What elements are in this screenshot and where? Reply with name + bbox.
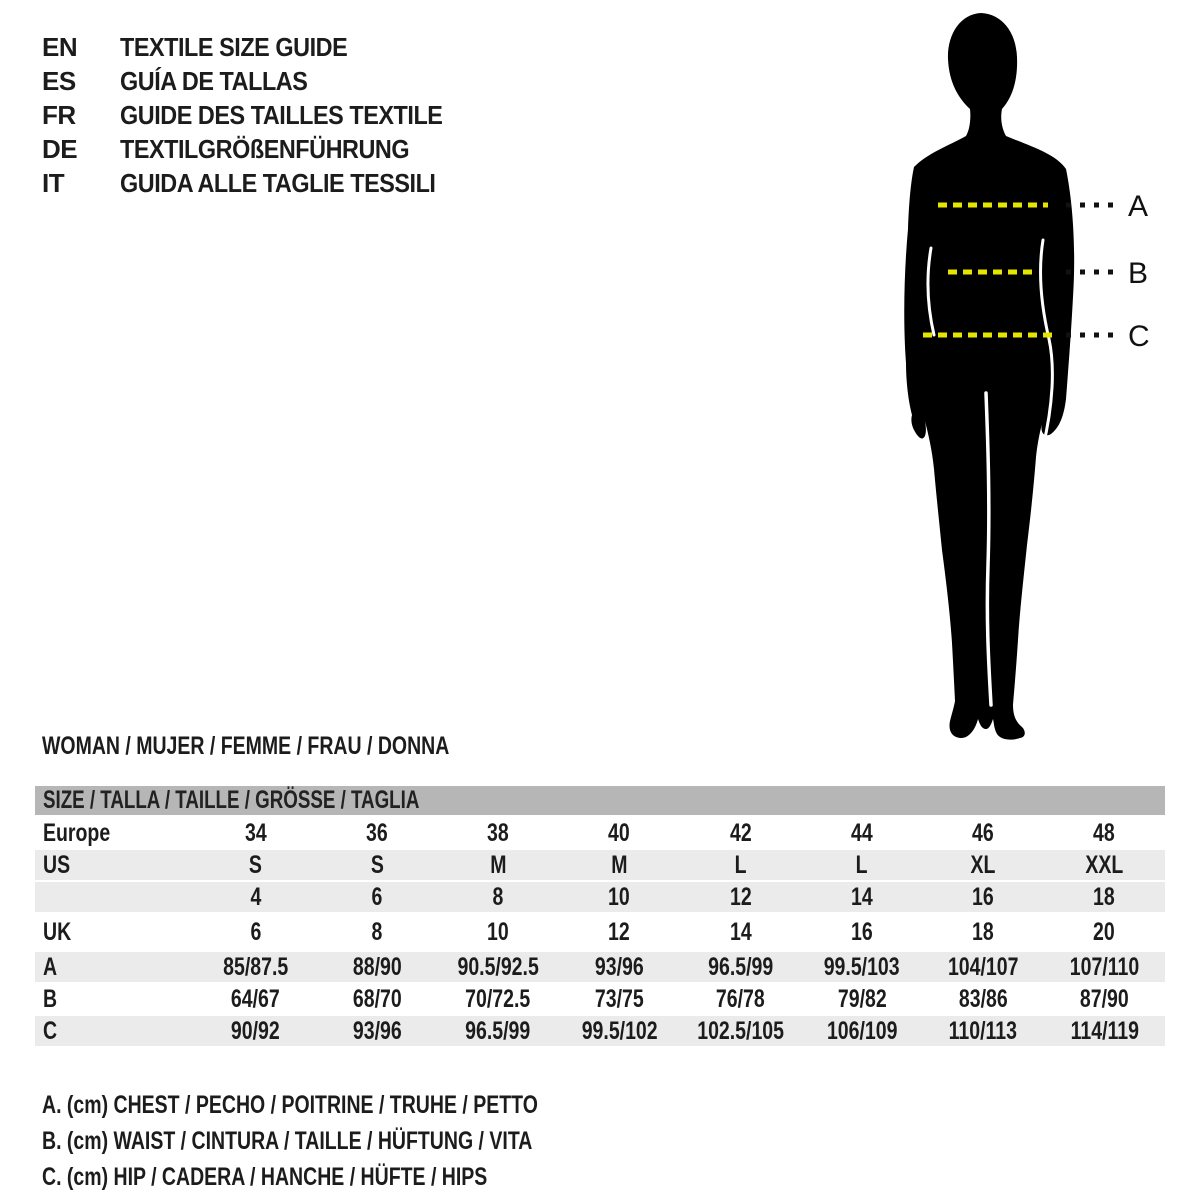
cell-uk-6: 18 <box>972 917 994 946</box>
lang-code-es: ES <box>42 65 76 96</box>
cell-usnum-0: 4 <box>250 882 262 911</box>
size-table-grid <box>35 818 1165 1048</box>
table-row-europe <box>35 818 1165 849</box>
lang-code-fr: FR <box>42 99 76 130</box>
cell-b-0: 64/67 <box>231 984 281 1013</box>
cell-us-5: L <box>855 850 868 879</box>
cell-usnum-3: 10 <box>608 882 631 911</box>
cell-c-7: 114/119 <box>1070 1016 1139 1045</box>
cell-c-2: 96.5/99 <box>465 1016 531 1045</box>
cell-usnum-6: 16 <box>972 882 994 911</box>
cell-uk-3: 12 <box>608 917 631 946</box>
lang-label-es: GUÍA DE TALLAS <box>120 65 308 96</box>
cell-b-1: 68/70 <box>352 984 402 1013</box>
legend-hip-text: C. (cm) HIP / CADERA / HANCHE / HÜFTE / HIPS <box>42 1163 488 1191</box>
legend-waist-text: B. (cm) WAIST / CINTURA / TAILLE / HÜFTUNG / VITA <box>42 1127 533 1155</box>
size-table <box>35 786 1165 1048</box>
cell-b-6: 83/86 <box>958 984 1008 1013</box>
lang-row-de <box>42 132 478 166</box>
lang-row-es <box>42 64 478 98</box>
legend-chest-text: A. (cm) CHEST / PECHO / POITRINE / TRUHE / PETTO <box>42 1091 538 1119</box>
legend-waist <box>42 1123 678 1159</box>
cell-a-1: 88/90 <box>352 952 402 981</box>
lang-row-en <box>42 30 478 64</box>
row-label-a: A <box>43 952 58 981</box>
cell-c-4: 102.5/105 <box>697 1016 785 1045</box>
cell-c-6: 110/113 <box>948 1016 1018 1045</box>
cell-a-2: 90.5/92.5 <box>457 952 539 981</box>
cell-c-0: 90/92 <box>231 1016 281 1045</box>
lang-label-fr: GUIDE DES TAILLES TEXTILE <box>120 99 443 130</box>
lang-code-en: EN <box>42 31 78 62</box>
cell-a-6: 104/107 <box>947 952 1019 981</box>
cell-usnum-2: 8 <box>492 882 504 911</box>
size-table-header-text: SIZE / TALLA / TAILLE / GRÖSSE / TAGLIA <box>43 786 420 814</box>
cell-us-0: S <box>249 850 263 879</box>
cell-c-5: 106/109 <box>826 1016 898 1045</box>
cell-uk-7: 20 <box>1093 917 1116 946</box>
cell-usnum-7: 18 <box>1093 882 1116 911</box>
cell-a-0: 85/87.5 <box>223 952 289 981</box>
cell-us-4: L <box>734 850 747 879</box>
cell-europe-4: 42 <box>729 818 752 847</box>
cell-europe-6: 46 <box>972 818 994 847</box>
table-row-hip <box>35 1015 1165 1047</box>
cell-europe-2: 38 <box>487 818 509 847</box>
lang-row-fr <box>42 98 478 132</box>
cell-uk-1: 8 <box>371 917 383 946</box>
lang-code-de: DE <box>42 133 78 164</box>
cell-us-7: XXL <box>1085 850 1124 879</box>
size-table-header <box>35 786 1165 815</box>
cell-uk-0: 6 <box>250 917 262 946</box>
table-row-chest <box>35 951 1165 983</box>
row-label-b: B <box>43 984 58 1013</box>
cell-c-1: 93/96 <box>352 1016 402 1045</box>
row-label-europe: Europe <box>43 818 111 847</box>
cell-b-2: 70/72.5 <box>465 984 531 1013</box>
cell-europe-3: 40 <box>608 818 631 847</box>
measurement-legend <box>42 1087 678 1195</box>
cell-a-4: 96.5/99 <box>708 952 774 981</box>
cell-uk-5: 16 <box>851 917 873 946</box>
cell-us-1: S <box>370 850 384 879</box>
cell-b-7: 87/90 <box>1079 984 1129 1013</box>
cell-a-7: 107/110 <box>1069 952 1140 981</box>
section-title-text: WOMAN / MUJER / FEMME / FRAU / DONNA <box>42 732 450 760</box>
row-label-us: US <box>43 850 71 879</box>
table-row-uk <box>35 913 1165 951</box>
table-row-us-letters <box>35 849 1165 881</box>
lang-label-it: GUIDA ALLE TAGLIE TESSILI <box>120 167 436 198</box>
waist-label: B <box>1128 257 1149 290</box>
cell-us-6: XL <box>970 850 996 879</box>
cell-uk-2: 10 <box>487 917 509 946</box>
size-guide-figure <box>890 5 1200 740</box>
lang-label-en: TEXTILE SIZE GUIDE <box>120 31 348 62</box>
cell-us-3: M <box>611 850 628 879</box>
lang-row-it <box>42 166 478 200</box>
row-label-uk: UK <box>43 917 72 946</box>
cell-a-5: 99.5/103 <box>823 952 900 981</box>
cell-us-2: M <box>489 850 507 879</box>
cell-usnum-5: 14 <box>851 882 873 911</box>
legend-hip <box>42 1159 678 1195</box>
chest-label: A <box>1128 190 1149 223</box>
cell-europe-5: 44 <box>851 818 873 847</box>
table-row-waist <box>35 983 1165 1015</box>
cell-usnum-4: 12 <box>729 882 752 911</box>
cell-europe-7: 48 <box>1093 818 1116 847</box>
hip-label: C <box>1128 320 1150 353</box>
cell-a-3: 93/96 <box>594 952 644 981</box>
cell-europe-0: 34 <box>244 818 267 847</box>
cell-uk-4: 14 <box>729 917 752 946</box>
lang-label-de: TEXTILGRÖßENFÜHRUNG <box>120 133 410 164</box>
section-title <box>42 732 564 761</box>
cell-b-3: 73/75 <box>594 984 644 1013</box>
cell-europe-1: 36 <box>366 818 388 847</box>
lang-code-it: IT <box>42 167 65 198</box>
legend-chest <box>42 1087 678 1123</box>
table-row-us-numbers <box>35 881 1165 913</box>
language-list <box>42 30 478 200</box>
cell-b-5: 79/82 <box>837 984 887 1013</box>
row-label-c: C <box>43 1016 58 1045</box>
cell-c-3: 99.5/102 <box>581 1016 658 1045</box>
cell-usnum-1: 6 <box>371 882 383 911</box>
cell-b-4: 76/78 <box>716 984 766 1013</box>
